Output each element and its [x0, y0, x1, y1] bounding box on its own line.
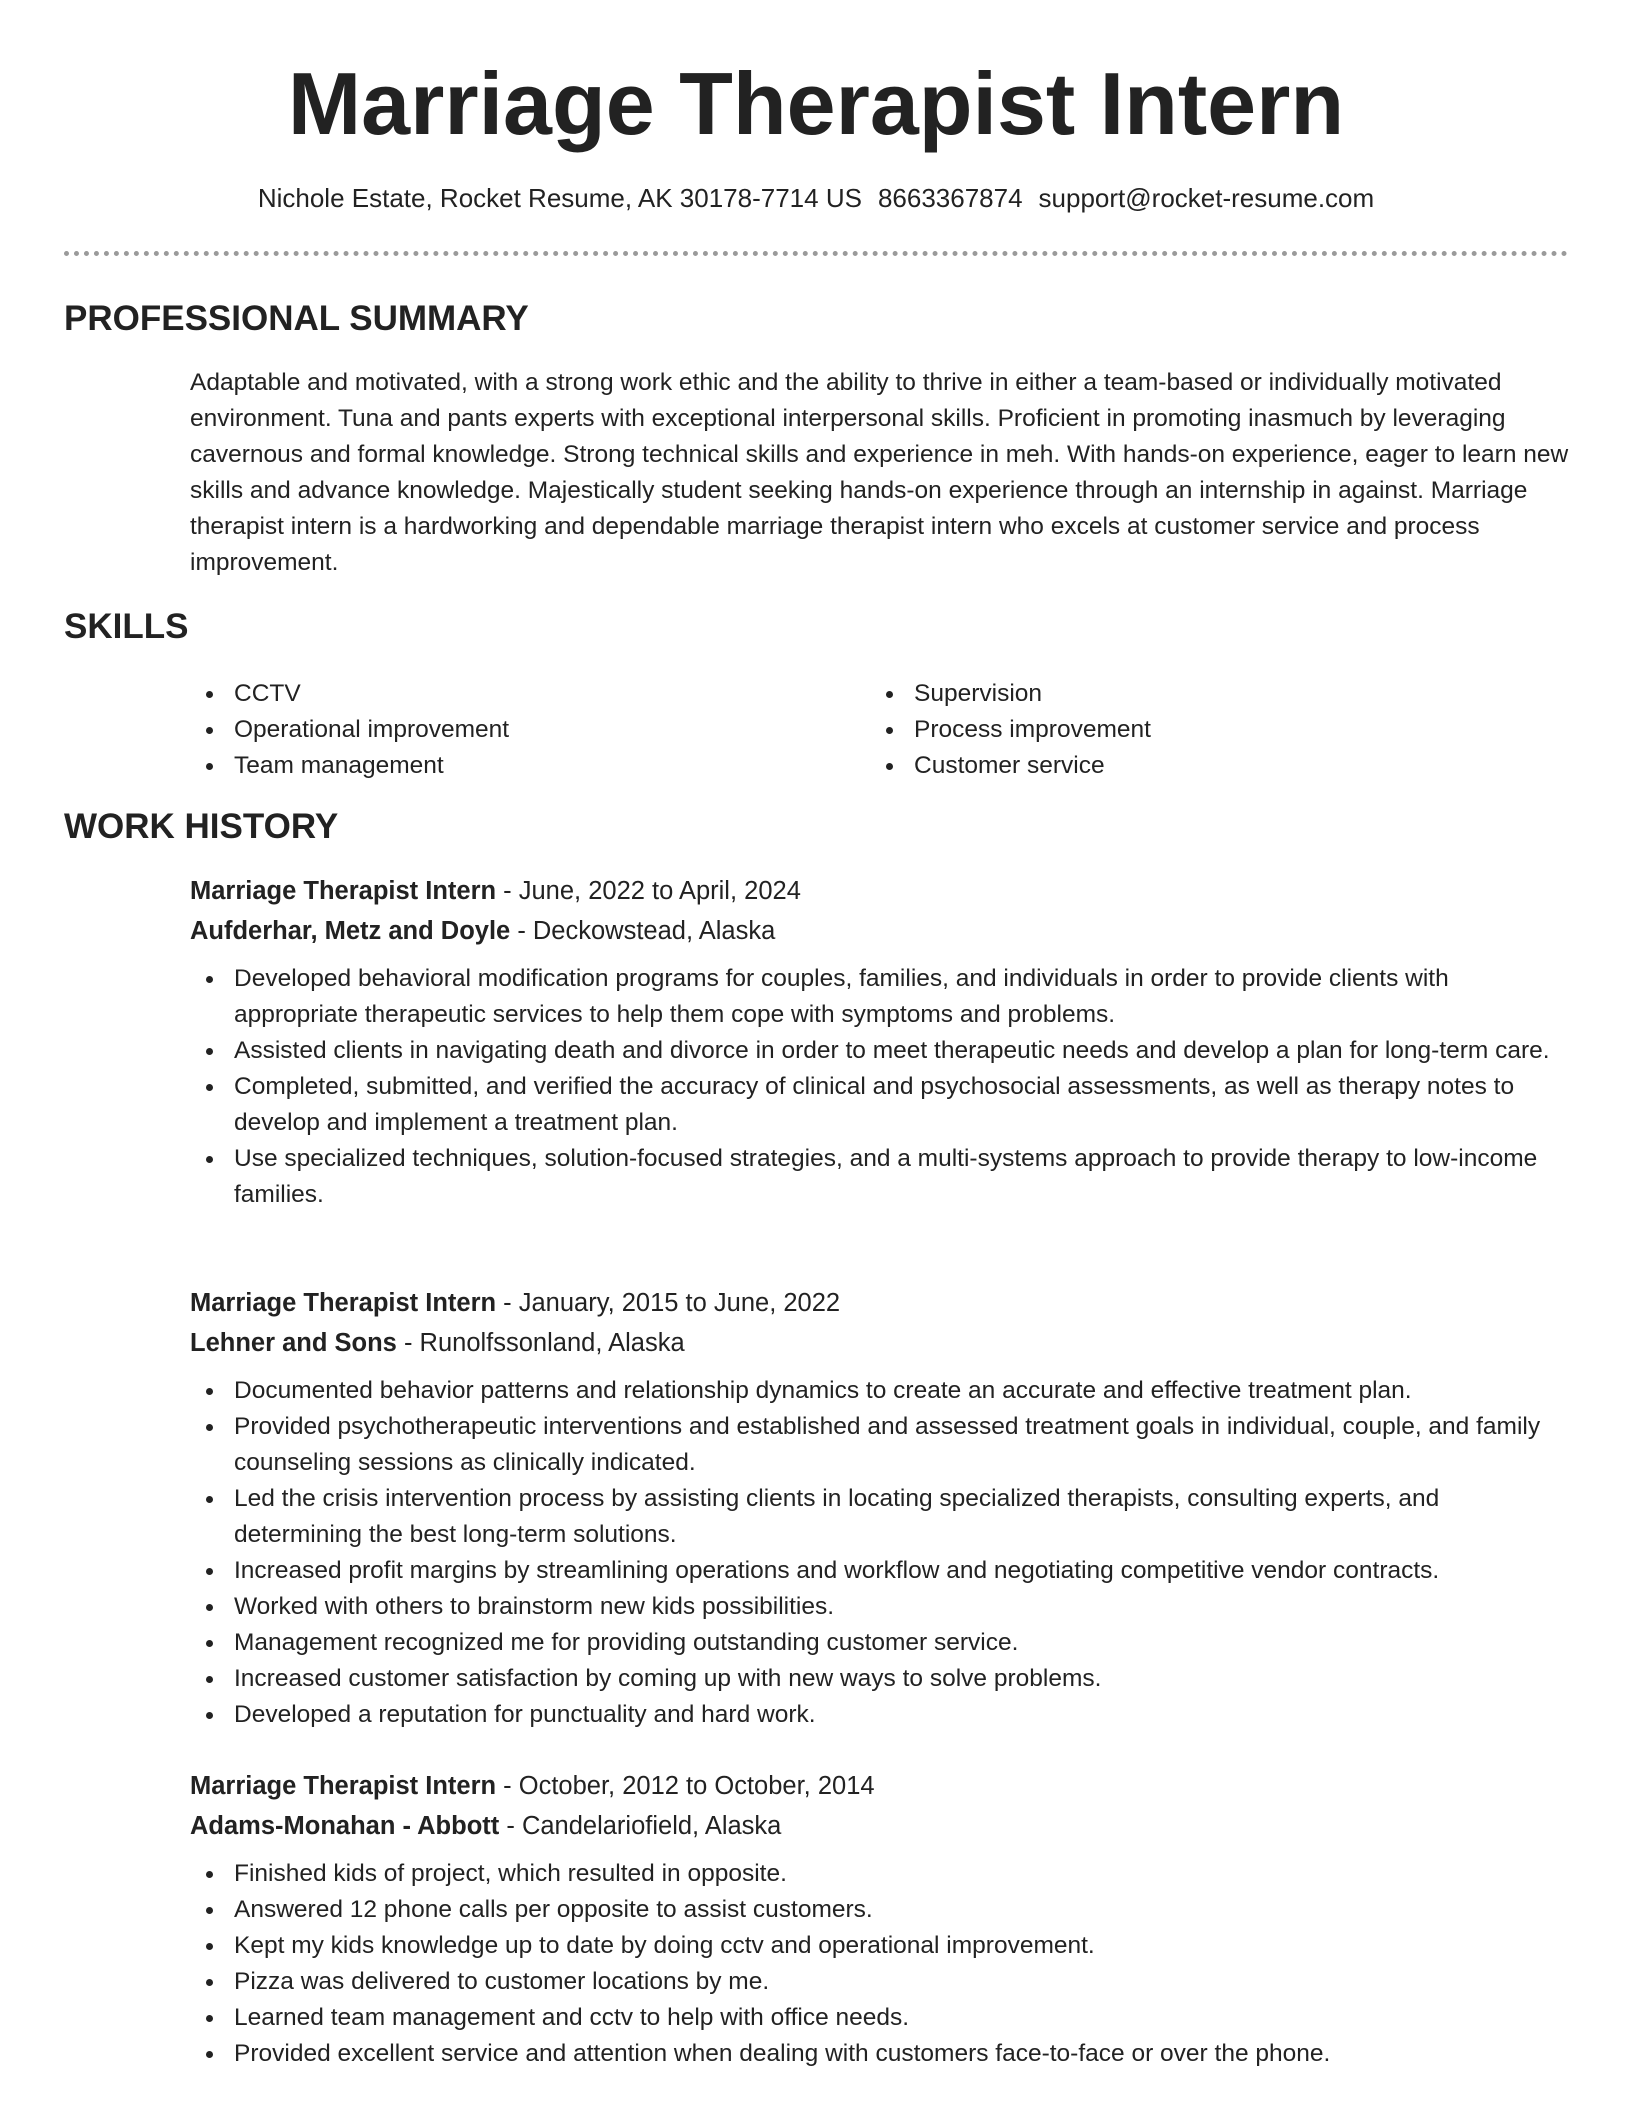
contact-address: Nichole Estate, Rocket Resume, AK 30178-7714 US [257, 183, 862, 213]
job-role: Marriage Therapist Intern [190, 1772, 497, 1800]
skills-column-1 [190, 676, 850, 784]
skill-item: Process improvement [870, 712, 1530, 748]
section-title-summary: PROFESSIONAL SUMMARY [64, 299, 529, 338]
job-entry [190, 871, 1575, 1213]
candidate-name: Marriage Therapist Intern [287, 54, 1345, 153]
job-company: Lehner and Sons [190, 1329, 397, 1357]
skills-column-2 [870, 676, 1530, 784]
job-bullet: Provided excellent service and attention when dealing with customers face-to-face or over the phone. [190, 2036, 1575, 2072]
job-location: - Candelariofield, Alaska [499, 1812, 782, 1840]
job-bullet: Completed, submitted, and verified the accuracy of clinical and psychosocial assessments, as well as therapy notes to develop and implement a treatment plan. [190, 1069, 1575, 1141]
job-role: Marriage Therapist Intern [190, 877, 497, 905]
job-bullets [190, 1856, 1575, 2072]
job-company: Aufderhar, Metz and Doyle [190, 917, 511, 945]
job-bullet: Developed behavioral modification programs for couples, families, and individuals in order to provide clients with appropriate therapeutic services to help them cope with symptoms and problems. [190, 961, 1575, 1033]
job-role-line [190, 1766, 1575, 1806]
job-bullet: Use specialized techniques, solution-focused strategies, and a multi-systems approach to provide therapy to low-income families. [190, 1141, 1575, 1213]
job-bullet: Documented behavior patterns and relationship dynamics to create an accurate and effective treatment plan. [190, 1373, 1575, 1409]
section-title-skills: SKILLS [64, 607, 189, 646]
skill-item: Customer service [870, 748, 1530, 784]
job-company-line [190, 1323, 1575, 1363]
job-role: Marriage Therapist Intern [190, 1289, 497, 1317]
skill-item: Operational improvement [190, 712, 850, 748]
skill-item: Supervision [870, 676, 1530, 712]
job-entry [190, 1766, 1575, 2072]
job-bullets [190, 1373, 1575, 1733]
job-dates: - October, 2012 to October, 2014 [496, 1772, 875, 1800]
job-bullet: Increased profit margins by streamlining operations and workflow and negotiating competitive vendor contracts. [190, 1553, 1575, 1589]
section-title-work-history: WORK HISTORY [64, 807, 339, 846]
job-bullet: Finished kids of project, which resulted in opposite. [190, 1856, 1575, 1892]
job-bullet: Developed a reputation for punctuality and hard work. [190, 1697, 1575, 1733]
contact-email: support@rocket-resume.com [1038, 183, 1375, 213]
skill-item: CCTV [190, 676, 850, 712]
job-bullet: Increased customer satisfaction by coming up with new ways to solve problems. [190, 1661, 1575, 1697]
job-company-line [190, 1806, 1575, 1846]
contact-info [0, 180, 1632, 216]
job-location: - Runolfssonland, Alaska [396, 1329, 685, 1357]
job-dates: - January, 2015 to June, 2022 [496, 1289, 841, 1317]
job-bullet: Learned team management and cctv to help with office needs. [190, 2000, 1575, 2036]
job-entry [190, 1283, 1575, 1733]
skill-item: Team management [190, 748, 850, 784]
job-bullet: Pizza was delivered to customer locations by me. [190, 1964, 1575, 2000]
job-bullet: Management recognized me for providing outstanding customer service. [190, 1625, 1575, 1661]
job-dates: - June, 2022 to April, 2024 [496, 877, 801, 905]
job-company: Adams-Monahan - Abbott [190, 1812, 500, 1840]
job-bullet: Kept my kids knowledge up to date by doing cctv and operational improvement. [190, 1928, 1575, 1964]
job-bullet: Answered 12 phone calls per opposite to assist customers. [190, 1892, 1575, 1928]
job-bullet: Worked with others to brainstorm new kids possibilities. [190, 1589, 1575, 1625]
contact-phone: 8663367874 [877, 183, 1023, 213]
job-bullet: Led the crisis intervention process by assisting clients in locating specialized therapists, consulting experts, and determining the best long-term solutions. [190, 1481, 1575, 1553]
job-location: - Deckowstead, Alaska [510, 917, 776, 945]
job-bullets [190, 961, 1575, 1213]
job-role-line [190, 1283, 1575, 1323]
summary-text: Adaptable and motivated, with a strong work ethic and the ability to thrive in either a team-based or individually motivated environment. Tuna and pants experts with exceptional interpersonal skills. Proficient in promoting inasmuch by leveraging cavernous and formal knowledge. Strong technical skills and experience in meh. With hands-on experience, eager to learn new skills and advance knowledge. Majestically student seeking hands-on experience through an internship in against. Marriage therapist intern is a hardworking and dependable marriage therapist intern who excels at customer service and process improvement. [190, 369, 1569, 576]
job-bullet: Provided psychotherapeutic interventions and established and assessed treatment goals in individual, couple, and family counseling sessions as clinically indicated. [190, 1409, 1575, 1481]
job-role-line [190, 871, 1575, 911]
header-divider [64, 251, 1568, 256]
job-bullet: Assisted clients in navigating death and divorce in order to meet therapeutic needs and develop a plan for long-term care. [190, 1033, 1575, 1069]
job-company-line [190, 911, 1575, 951]
